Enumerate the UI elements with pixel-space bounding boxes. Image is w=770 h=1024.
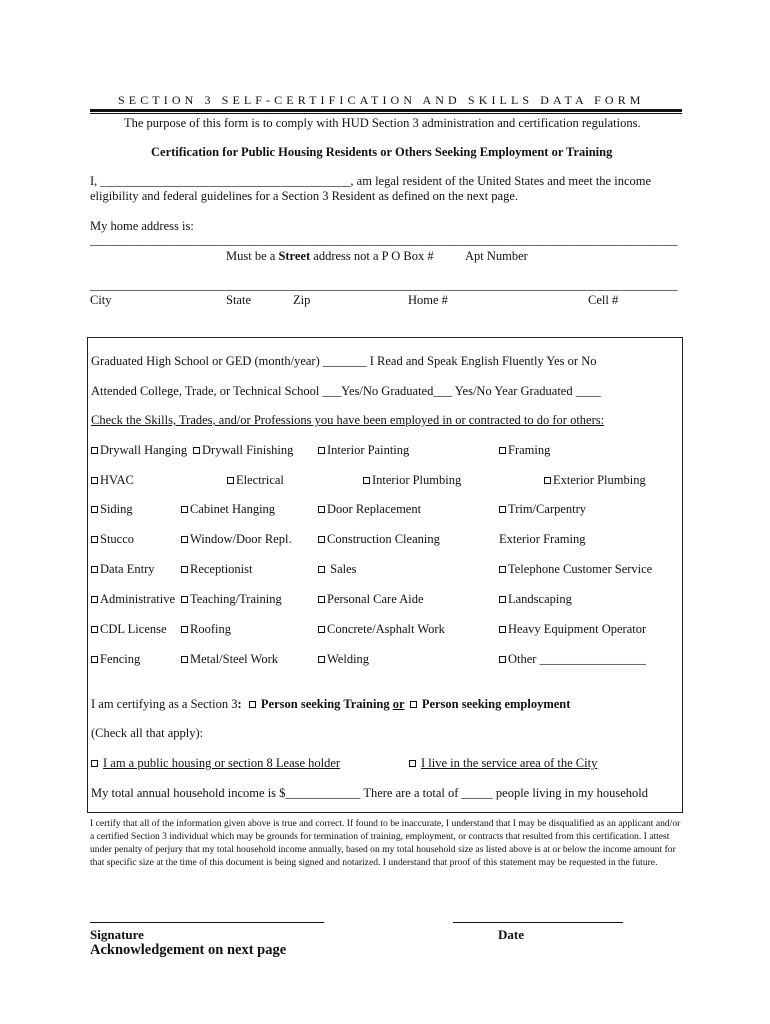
option-training[interactable]: Person seeking Training bbox=[260, 697, 390, 711]
skill-label: Stucco bbox=[100, 532, 135, 546]
intro-line-2: eligibility and federal guidelines for a Section 3 Resident as defined on the next page. bbox=[90, 189, 518, 203]
skill-label: Telephone Customer Service bbox=[508, 562, 653, 576]
skill-exterior-plumbing[interactable] bbox=[544, 473, 646, 488]
skill-label: Drywall Hanging bbox=[100, 443, 188, 457]
skill-data-entry[interactable] bbox=[91, 562, 155, 577]
checkbox[interactable] bbox=[318, 536, 325, 543]
skill-drywall-hanging[interactable] bbox=[91, 443, 187, 458]
skill-label: Framing bbox=[508, 443, 551, 457]
checkbox[interactable] bbox=[318, 626, 325, 633]
skill-label: Trim/Carpentry bbox=[508, 502, 587, 516]
check-all-label: (Check all that apply): bbox=[91, 726, 204, 740]
city-label: City bbox=[90, 293, 112, 307]
checkbox[interactable] bbox=[91, 656, 98, 663]
skill-exterior-framing[interactable]: Exterior Framing bbox=[499, 532, 586, 546]
skill-label: Other _________________ bbox=[508, 652, 646, 666]
skill-interior-painting[interactable] bbox=[318, 443, 409, 458]
skill-hvac[interactable] bbox=[91, 473, 134, 488]
skill-framing[interactable] bbox=[499, 443, 550, 458]
checkbox[interactable] bbox=[181, 596, 188, 603]
skill-label: Construction Cleaning bbox=[327, 532, 440, 546]
street-hint-prefix: Must be a bbox=[226, 249, 279, 263]
checkbox[interactable] bbox=[318, 656, 325, 663]
date-label: Date bbox=[498, 927, 524, 942]
skill-personal-care-aide[interactable] bbox=[318, 592, 424, 607]
skill-telephone-customer-service[interactable] bbox=[499, 562, 652, 577]
checkbox[interactable] bbox=[193, 447, 200, 454]
skill-label: Interior Painting bbox=[327, 443, 410, 457]
cell-phone-label: Cell # bbox=[588, 293, 619, 307]
checkbox-employment[interactable] bbox=[410, 701, 417, 708]
skill-label: Window/Door Repl. bbox=[190, 532, 292, 546]
signature-line[interactable] bbox=[90, 922, 324, 923]
skill-receptionist[interactable] bbox=[181, 562, 253, 577]
checkbox[interactable] bbox=[91, 506, 98, 513]
checkbox[interactable] bbox=[181, 626, 188, 633]
option-lease-holder[interactable] bbox=[91, 756, 340, 771]
street-hint-bold: Street bbox=[278, 249, 311, 263]
checkbox[interactable] bbox=[91, 626, 98, 633]
checkbox[interactable] bbox=[499, 626, 506, 633]
section-subtitle: Certification for Public Housing Residents or Others Seeking Employment or Training bbox=[151, 145, 613, 159]
skill-administrative[interactable] bbox=[91, 592, 175, 607]
skill-door-replacement[interactable] bbox=[318, 502, 421, 517]
title-rule-thin bbox=[90, 113, 682, 114]
skill-label: CDL License bbox=[100, 622, 167, 636]
checkbox[interactable] bbox=[227, 477, 234, 484]
checkbox[interactable] bbox=[318, 566, 325, 573]
skill-sales[interactable] bbox=[318, 562, 357, 577]
skill-label: Heavy Equipment Operator bbox=[508, 622, 647, 636]
skill-label: Concrete/Asphalt Work bbox=[327, 622, 445, 636]
skill-label: Drywall Finishing bbox=[202, 443, 294, 457]
skill-cabinet-hanging[interactable] bbox=[181, 502, 275, 517]
signature-label: Signature bbox=[90, 927, 144, 942]
purpose-text: The purpose of this form is to comply with HUD Section 3 administration and certification regulations. bbox=[124, 116, 641, 130]
checkbox[interactable] bbox=[318, 506, 325, 513]
skill-landscaping[interactable] bbox=[499, 592, 572, 607]
skill-label: Sales bbox=[327, 562, 357, 576]
date-line[interactable] bbox=[453, 922, 623, 923]
skill-interior-plumbing[interactable] bbox=[363, 473, 461, 488]
skill-label: Cabinet Hanging bbox=[190, 502, 276, 516]
income-line: My total annual household income is $____________ There are a total of _____ people living in my household bbox=[91, 786, 648, 800]
skill-label: Data Entry bbox=[100, 562, 155, 576]
checkbox[interactable] bbox=[91, 566, 98, 573]
option-service-area[interactable] bbox=[409, 756, 597, 771]
certification-paragraph: I certify that all of the information given above is true and correct. If found to be inaccurate, I understand that I may be disqualified as an applicant and/or a certified Section 3 individual which may be grounds for termination of training, employment, or contracts that resulted from this certification. I attest under penalty of perjury that my total household income annually, based on my total household size as listed above is at or below the income amount for that specific size at the time of this document is being signed and notarized. I understand that proof of this statement may be requested in the future. bbox=[90, 818, 681, 868]
skill-other[interactable] bbox=[499, 652, 646, 667]
skill-siding[interactable] bbox=[91, 502, 133, 517]
skill-welding[interactable] bbox=[318, 652, 369, 667]
checkbox[interactable] bbox=[499, 447, 506, 454]
skill-drywall-finishing[interactable] bbox=[193, 443, 293, 458]
skill-label: Fencing bbox=[100, 652, 141, 666]
skill-label: Administrative bbox=[100, 592, 175, 606]
checkbox[interactable] bbox=[318, 447, 325, 454]
checkbox[interactable] bbox=[181, 566, 188, 573]
skill-trim-carpentry[interactable] bbox=[499, 502, 586, 517]
skill-window-door-repl[interactable] bbox=[181, 532, 292, 547]
zip-label: Zip bbox=[293, 293, 311, 307]
skill-stucco[interactable] bbox=[91, 532, 134, 547]
home-phone-label: Home # bbox=[408, 293, 448, 307]
checkbox[interactable] bbox=[181, 536, 188, 543]
intro-prefix: I, bbox=[90, 174, 101, 188]
skill-label: HVAC bbox=[100, 473, 134, 487]
street-hint-suffix: address not a P O Box # bbox=[310, 249, 434, 263]
skill-teaching-training[interactable] bbox=[181, 592, 282, 607]
skill-label: Receptionist bbox=[190, 562, 253, 576]
skill-metal-steel-work[interactable] bbox=[181, 652, 278, 667]
checkbox[interactable] bbox=[181, 656, 188, 663]
skill-roofing[interactable] bbox=[181, 622, 231, 637]
certifying-colon: : bbox=[237, 697, 242, 711]
skills-heading: Check the Skills, Trades, and/or Professions you have been employed in or contracted to do for others: bbox=[91, 413, 605, 427]
apt-label: Apt Number bbox=[465, 249, 528, 263]
checkbox[interactable] bbox=[363, 477, 370, 484]
checkbox[interactable] bbox=[499, 656, 506, 663]
skill-label: Siding bbox=[100, 502, 133, 516]
service-area-label: I live in the service area of the City bbox=[421, 756, 598, 770]
form-title: SECTION 3 SELF-CERTIFICATION AND SKILLS DATA FORM bbox=[118, 93, 645, 107]
checkbox[interactable] bbox=[499, 596, 506, 603]
checkbox[interactable] bbox=[318, 596, 325, 603]
checkbox-training[interactable] bbox=[249, 701, 256, 708]
skill-cdl-license[interactable] bbox=[91, 622, 167, 637]
certifying-line bbox=[91, 697, 570, 712]
education-line-1: Graduated High School or GED (month/year) _______ I Read and Speak English Fluently Yes or No bbox=[91, 354, 597, 368]
skill-label: Electrical bbox=[236, 473, 284, 487]
skill-heavy-equipment-operator[interactable] bbox=[499, 622, 646, 637]
certifying-prefix: I am certifying as a Section 3 bbox=[91, 697, 238, 711]
skill-label: Landscaping bbox=[508, 592, 572, 606]
checkbox[interactable] bbox=[91, 447, 98, 454]
skill-label: Teaching/Training bbox=[190, 592, 282, 606]
state-label: State bbox=[226, 293, 251, 307]
checkbox[interactable] bbox=[181, 506, 188, 513]
city-line[interactable]: ______________________________________________________________________________________________ bbox=[90, 278, 678, 292]
lease-holder-label: I am a public housing or section 8 Lease holder bbox=[103, 756, 341, 770]
checkbox[interactable] bbox=[91, 596, 98, 603]
or-word: or bbox=[392, 697, 405, 711]
title-rule bbox=[90, 109, 682, 112]
checkbox[interactable] bbox=[91, 760, 98, 767]
intro-suffix: , am legal resident of the United States and meet the income bbox=[350, 174, 652, 188]
acknowledgement-note: Acknowledgement on next page bbox=[90, 942, 287, 958]
address-label: My home address is: bbox=[90, 219, 194, 233]
skill-label: Roofing bbox=[190, 622, 231, 636]
skill-label: Exterior Plumbing bbox=[553, 473, 646, 487]
skill-label: Personal Care Aide bbox=[327, 592, 424, 606]
checkbox[interactable] bbox=[91, 477, 98, 484]
checkbox[interactable] bbox=[544, 477, 551, 484]
checkbox[interactable] bbox=[91, 536, 98, 543]
intro-line-1 bbox=[90, 174, 651, 189]
skill-label: Welding bbox=[327, 652, 370, 666]
street-address-line[interactable]: ______________________________________________________________________________________________ bbox=[90, 233, 678, 247]
checkbox[interactable] bbox=[499, 506, 506, 513]
education-line-2: Attended College, Trade, or Technical School ___Yes/No Graduated___ Yes/No Year Graduated ____ bbox=[91, 384, 601, 398]
skill-concrete-asphalt-work[interactable] bbox=[318, 622, 445, 637]
skill-label: Interior Plumbing bbox=[372, 473, 462, 487]
checkbox[interactable] bbox=[409, 760, 416, 767]
skill-fencing[interactable] bbox=[91, 652, 140, 667]
checkbox[interactable] bbox=[499, 566, 506, 573]
skill-construction-cleaning[interactable] bbox=[318, 532, 440, 547]
name-blank[interactable]: ________________________________________ bbox=[100, 174, 351, 188]
skill-label: Door Replacement bbox=[327, 502, 422, 516]
skill-label: Metal/Steel Work bbox=[190, 652, 278, 666]
street-hint bbox=[226, 249, 434, 264]
skill-electrical[interactable] bbox=[227, 473, 284, 488]
option-employment[interactable]: Person seeking employment bbox=[421, 697, 571, 711]
